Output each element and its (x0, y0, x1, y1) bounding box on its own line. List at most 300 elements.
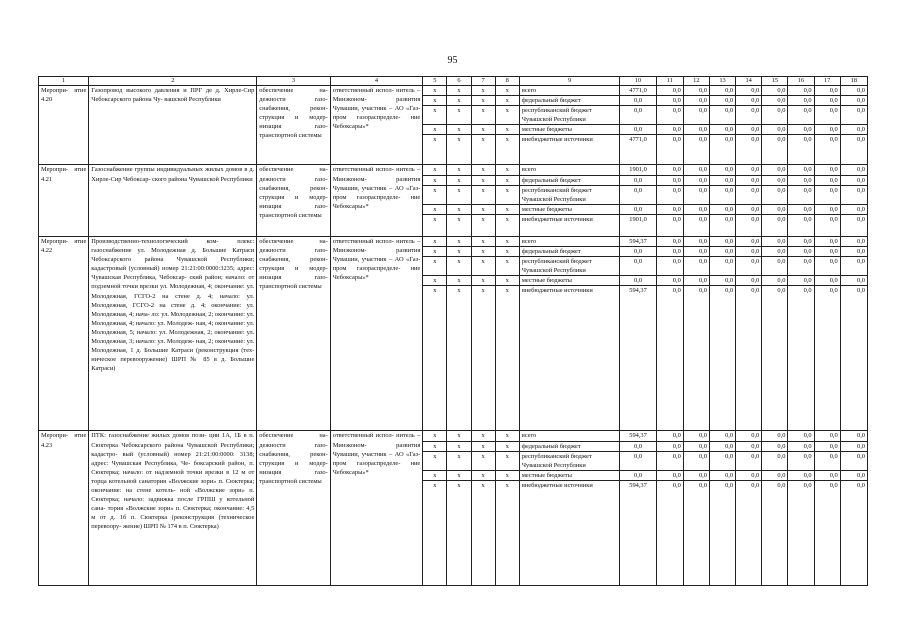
x-mark-cell: x (423, 125, 447, 135)
x-mark-cell: x (423, 204, 447, 214)
x-mark-cell: x (471, 441, 495, 451)
funding-source: внебюджетные источники (519, 135, 620, 165)
x-mark-cell: x (447, 86, 471, 96)
value-cell: 0,0 (683, 257, 709, 276)
value-cell: 0,0 (736, 276, 762, 286)
value-cell: 0,0 (683, 204, 709, 214)
value-cell: 0,0 (656, 441, 683, 451)
value-cell: 0,0 (656, 204, 683, 214)
value-cell: 0,0 (709, 86, 735, 96)
value-cell: 0,0 (762, 286, 788, 431)
value-cell: 0,0 (788, 480, 814, 585)
value-cell: 0,0 (656, 125, 683, 135)
column-number: 10 (620, 77, 656, 86)
x-mark-cell: x (447, 236, 471, 246)
x-mark-cell: x (447, 214, 471, 236)
column-number-row (39, 77, 868, 86)
measure-code: Меропри- ятие 4.23 (39, 431, 89, 585)
column-number: 17 (814, 77, 840, 86)
value-cell: 0,0 (683, 214, 709, 236)
column-number: 14 (736, 77, 762, 86)
funding-source: местные бюджеты (519, 276, 620, 286)
value-cell: 1901,0 (620, 165, 656, 175)
value-cell: 0,0 (736, 431, 762, 441)
value-cell: 0,0 (709, 175, 735, 185)
x-mark-cell: x (495, 431, 519, 441)
value-cell: 0,0 (683, 236, 709, 246)
value-cell: 0,0 (736, 125, 762, 135)
x-mark-cell: x (495, 470, 519, 480)
x-mark-cell: x (471, 86, 495, 96)
value-cell: 0,0 (656, 286, 683, 431)
funding-source: федеральный бюджет (519, 175, 620, 185)
value-cell: 0,0 (788, 451, 814, 470)
value-cell: 0,0 (620, 96, 656, 106)
column-number: 3 (257, 77, 330, 86)
value-cell: 0,0 (620, 247, 656, 257)
column-number: 2 (89, 77, 257, 86)
value-cell: 0,0 (656, 257, 683, 276)
value-cell: 0,0 (840, 125, 867, 135)
value-cell: 0,0 (814, 135, 840, 165)
column-number: 1 (39, 77, 89, 86)
value-cell: 0,0 (762, 431, 788, 441)
value-cell: 0,0 (814, 204, 840, 214)
value-cell: 0,0 (840, 86, 867, 96)
measure-executor: ответственный испол- нитель – Минэконом- развития Чувашии, участник – АО «Газ- пром газораспределе- ние Чебоксары»* (330, 165, 423, 236)
value-cell: 0,0 (840, 96, 867, 106)
value-cell: 4771,0 (620, 86, 656, 96)
x-mark-cell: x (423, 441, 447, 451)
value-cell: 0,0 (814, 257, 840, 276)
x-mark-cell: x (471, 185, 495, 204)
value-cell: 0,0 (620, 470, 656, 480)
value-cell: 0,0 (814, 125, 840, 135)
value-cell: 0,0 (762, 86, 788, 96)
value-cell: 0,0 (709, 125, 735, 135)
x-mark-cell: x (495, 286, 519, 431)
x-mark-cell: x (471, 276, 495, 286)
value-cell: 0,0 (709, 286, 735, 431)
value-cell: 0,0 (709, 185, 735, 204)
funding-source: республиканский бюджет Чувашской Республики (519, 257, 620, 276)
value-cell: 0,0 (788, 441, 814, 451)
value-cell: 0,0 (620, 106, 656, 125)
value-cell: 0,0 (620, 276, 656, 286)
value-cell: 0,0 (736, 214, 762, 236)
x-mark-cell: x (471, 286, 495, 431)
value-cell: 594,37 (620, 286, 656, 431)
column-number: 5 (423, 77, 447, 86)
funding-source: местные бюджеты (519, 204, 620, 214)
value-cell: 0,0 (788, 106, 814, 125)
value-cell: 0,0 (814, 247, 840, 257)
value-cell: 0,0 (814, 451, 840, 470)
x-mark-cell: x (447, 175, 471, 185)
value-cell: 0,0 (656, 431, 683, 441)
value-cell: 0,0 (762, 204, 788, 214)
value-cell: 0,0 (683, 470, 709, 480)
x-mark-cell: x (423, 247, 447, 257)
x-mark-cell: x (495, 204, 519, 214)
value-cell: 0,0 (840, 480, 867, 585)
value-cell: 0,0 (656, 86, 683, 96)
value-cell: 0,0 (683, 286, 709, 431)
value-cell: 0,0 (620, 175, 656, 185)
x-mark-cell: x (447, 286, 471, 431)
value-cell: 0,0 (788, 236, 814, 246)
value-cell: 0,0 (656, 185, 683, 204)
value-cell: 0,0 (814, 480, 840, 585)
measure-name: ПТК: газоснабжение жилых домов пози- ции 1А, 1Б в п. Сюктерка Чебоксарского района Чувашской Республики; кадастро- вый (условный) номер 21:21:00:0000: 3138; адрес: Чувашская Республика, Че- боксарский район, п. Сюктерка; начало: от надземной точки врезки в 12 м от торца котельной санатория «Волжские зори» п. Сюктерка; окончание: на стене котель- ной «Волжские зори» п. Сюктерка; начало: задвижка после ГРПШ у котельной сана- тория «Волжские зори» п. Сюктерка; окончание: 4,5 м от д. 1б п. Сюктерка (реконструкция (техническое перевоору- жение) ШРП № 174 в п. Сюктерка) (89, 431, 257, 585)
measure-name: Газоснабжение группы индивидуальных жилых домов в д. Хирле-Сир Чебоксар- ского района Чувашской Республики (89, 165, 257, 236)
value-cell: 0,0 (709, 236, 735, 246)
x-mark-cell: x (471, 135, 495, 165)
value-cell: 0,0 (709, 441, 735, 451)
x-mark-cell: x (423, 106, 447, 125)
value-cell: 4771,0 (620, 135, 656, 165)
x-mark-cell: x (495, 185, 519, 204)
value-cell: 0,0 (683, 86, 709, 96)
x-mark-cell: x (495, 96, 519, 106)
value-cell: 0,0 (620, 204, 656, 214)
x-mark-cell: x (471, 480, 495, 585)
x-mark-cell: x (471, 125, 495, 135)
x-mark-cell: x (471, 204, 495, 214)
value-cell: 0,0 (683, 135, 709, 165)
value-cell: 0,0 (788, 257, 814, 276)
column-number: 9 (519, 77, 620, 86)
value-cell: 0,0 (840, 441, 867, 451)
value-cell: 0,0 (683, 441, 709, 451)
column-number: 13 (709, 77, 735, 86)
x-mark-cell: x (471, 247, 495, 257)
x-mark-cell: x (447, 276, 471, 286)
x-mark-cell: x (495, 125, 519, 135)
value-cell: 0,0 (620, 441, 656, 451)
x-mark-cell: x (447, 185, 471, 204)
value-cell: 0,0 (814, 185, 840, 204)
value-cell: 594,37 (620, 480, 656, 585)
value-cell: 0,0 (762, 106, 788, 125)
x-mark-cell: x (495, 247, 519, 257)
value-cell: 0,0 (840, 185, 867, 204)
value-cell: 0,0 (683, 185, 709, 204)
value-cell: 0,0 (762, 236, 788, 246)
value-cell: 0,0 (814, 286, 840, 431)
value-cell: 0,0 (814, 96, 840, 106)
x-mark-cell: x (423, 276, 447, 286)
value-cell: 0,0 (656, 480, 683, 585)
funding-source: федеральный бюджет (519, 441, 620, 451)
value-cell: 0,0 (762, 96, 788, 106)
value-cell: 0,0 (736, 175, 762, 185)
value-cell: 0,0 (762, 441, 788, 451)
value-cell: 0,0 (736, 247, 762, 257)
x-mark-cell: x (471, 451, 495, 470)
column-number: 12 (683, 77, 709, 86)
value-cell: 0,0 (762, 135, 788, 165)
value-cell: 0,0 (840, 451, 867, 470)
value-cell: 0,0 (840, 286, 867, 431)
x-mark-cell: x (447, 96, 471, 106)
column-number: 11 (656, 77, 683, 86)
value-cell: 0,0 (709, 276, 735, 286)
value-cell: 0,0 (620, 257, 656, 276)
x-mark-cell: x (447, 451, 471, 470)
funding-source: внебюджетные источники (519, 214, 620, 236)
value-cell: 0,0 (762, 276, 788, 286)
x-mark-cell: x (423, 214, 447, 236)
funding-source: федеральный бюджет (519, 96, 620, 106)
value-cell: 0,0 (840, 175, 867, 185)
column-number: 7 (471, 77, 495, 86)
value-cell: 0,0 (709, 204, 735, 214)
table-row (39, 431, 868, 441)
value-cell: 0,0 (788, 214, 814, 236)
value-cell: 0,0 (762, 480, 788, 585)
measure-task: обеспечение на- дежности газо- снабжения, рекон- струкция и модер- низация газо- транспортной системы (257, 236, 330, 430)
x-mark-cell: x (423, 175, 447, 185)
value-cell: 0,0 (620, 185, 656, 204)
value-cell: 0,0 (840, 257, 867, 276)
column-number: 15 (762, 77, 788, 86)
value-cell: 0,0 (736, 286, 762, 431)
value-cell: 0,0 (736, 236, 762, 246)
value-cell: 0,0 (762, 470, 788, 480)
x-mark-cell: x (447, 441, 471, 451)
value-cell: 0,0 (656, 106, 683, 125)
value-cell: 0,0 (788, 165, 814, 175)
value-cell: 0,0 (683, 480, 709, 585)
value-cell: 0,0 (840, 470, 867, 480)
value-cell: 0,0 (788, 247, 814, 257)
measure-name: Производственно-технологический ком- плекс: газоснабжение ул. Молодежная д. Большие Катраси Чебоксарского района Чувашской Республики; кадастровый (условный) номер 21:21:00:0000:3235; адрес: Чувашская Республика, Чебоксар- ский район; начало: от подземной точки врезки ул. Молодежная, 4; окончание: ул. Молодежная, ГСГО-2 на стене д. 4; начало: ул. Молодежная, ГСГО-2 на стене д. 4; окончание: ул. Молодежная, 4; нача- ло: ул. Молодежная, 2; окончание: ул. Молодежная, 4; начало: ул. Молодеж- ная, 4; окончание: ул. Молодежная, 5; начало: ул. Молодежная, 2; окончание: ул. Молодежная, 3; начало: ул. Молодеж- ная, 2; окончание: ул. Молодежная, 1 д. Большие Катраси (реконструкция (тех- ническое перевооружение) ШРП № 85 в д. Большие Катраси) (89, 236, 257, 430)
value-cell: 0,0 (656, 276, 683, 286)
column-number: 4 (330, 77, 423, 86)
value-cell: 0,0 (656, 451, 683, 470)
value-cell: 0,0 (788, 96, 814, 106)
program-table (38, 76, 868, 586)
x-mark-cell: x (471, 106, 495, 125)
page-number: 95 (447, 55, 458, 66)
measure-task: обеспечение на- дежности газо- снабжения, рекон- струкция и модер- низация газо- транспортной системы (257, 86, 330, 165)
x-mark-cell: x (423, 96, 447, 106)
measure-executor: ответственный испол- нитель – Минэконом- развития Чувашии, участник – АО «Газ- пром газораспределе- ние Чебоксары»* (330, 431, 423, 585)
x-mark-cell: x (471, 175, 495, 185)
value-cell: 594,37 (620, 236, 656, 246)
x-mark-cell: x (423, 480, 447, 585)
x-mark-cell: x (423, 185, 447, 204)
value-cell: 0,0 (762, 451, 788, 470)
value-cell: 0,0 (736, 451, 762, 470)
value-cell: 0,0 (709, 470, 735, 480)
funding-source: местные бюджеты (519, 125, 620, 135)
value-cell: 0,0 (840, 135, 867, 165)
value-cell: 0,0 (814, 441, 840, 451)
value-cell: 0,0 (683, 451, 709, 470)
table-row (39, 165, 868, 175)
x-mark-cell: x (423, 470, 447, 480)
value-cell: 0,0 (788, 86, 814, 96)
funding-source: всего (519, 431, 620, 441)
value-cell: 0,0 (683, 125, 709, 135)
x-mark-cell: x (447, 431, 471, 441)
value-cell: 0,0 (840, 204, 867, 214)
value-cell: 0,0 (840, 236, 867, 246)
value-cell: 0,0 (709, 431, 735, 441)
x-mark-cell: x (447, 470, 471, 480)
value-cell: 0,0 (788, 185, 814, 204)
value-cell: 0,0 (840, 247, 867, 257)
x-mark-cell: x (447, 247, 471, 257)
x-mark-cell: x (423, 286, 447, 431)
x-mark-cell: x (423, 165, 447, 175)
value-cell: 0,0 (840, 431, 867, 441)
funding-source: всего (519, 236, 620, 246)
value-cell: 0,0 (656, 236, 683, 246)
value-cell: 0,0 (656, 175, 683, 185)
measure-executor: ответственный испол- нитель – Минэконом- развития Чувашии, участник – АО «Газ- пром газораспределе- ние Чебоксары»* (330, 236, 423, 430)
value-cell: 0,0 (788, 204, 814, 214)
value-cell: 0,0 (762, 125, 788, 135)
x-mark-cell: x (495, 236, 519, 246)
funding-source: внебюджетные источники (519, 480, 620, 585)
measure-code: Меропри- ятие 4.20 (39, 86, 89, 165)
x-mark-cell: x (423, 135, 447, 165)
value-cell: 0,0 (840, 214, 867, 236)
x-mark-cell: x (495, 135, 519, 165)
value-cell: 0,0 (709, 214, 735, 236)
value-cell: 0,0 (736, 441, 762, 451)
value-cell: 0,0 (736, 135, 762, 165)
value-cell: 0,0 (709, 247, 735, 257)
value-cell: 0,0 (788, 431, 814, 441)
x-mark-cell: x (447, 125, 471, 135)
value-cell: 0,0 (762, 185, 788, 204)
value-cell: 0,0 (840, 276, 867, 286)
funding-source: республиканский бюджет Чувашской Республики (519, 451, 620, 470)
value-cell: 0,0 (814, 431, 840, 441)
x-mark-cell: x (495, 106, 519, 125)
column-number: 8 (495, 77, 519, 86)
value-cell: 0,0 (814, 106, 840, 125)
value-cell: 0,0 (814, 175, 840, 185)
value-cell: 0,0 (814, 86, 840, 96)
value-cell: 0,0 (709, 257, 735, 276)
measure-code: Меропри- ятие 4.22 (39, 236, 89, 430)
x-mark-cell: x (447, 165, 471, 175)
value-cell: 0,0 (788, 286, 814, 431)
x-mark-cell: x (423, 86, 447, 96)
value-cell: 0,0 (709, 106, 735, 125)
funding-source: всего (519, 165, 620, 175)
value-cell: 0,0 (736, 257, 762, 276)
measure-name: Газопровод высокого давления и ПРГ де д. Хирле-Сир Чебоксарского района Чу- вашской Республики (89, 86, 257, 165)
value-cell: 0,0 (709, 480, 735, 585)
value-cell: 0,0 (620, 451, 656, 470)
column-number: 6 (447, 77, 471, 86)
x-mark-cell: x (495, 86, 519, 96)
value-cell: 0,0 (736, 106, 762, 125)
value-cell: 0,0 (762, 214, 788, 236)
value-cell: 0,0 (814, 236, 840, 246)
value-cell: 0,0 (683, 96, 709, 106)
x-mark-cell: x (471, 165, 495, 175)
value-cell: 0,0 (788, 470, 814, 480)
value-cell: 0,0 (656, 470, 683, 480)
x-mark-cell: x (495, 214, 519, 236)
value-cell: 0,0 (762, 165, 788, 175)
value-cell: 0,0 (788, 276, 814, 286)
column-number: 18 (840, 77, 867, 86)
funding-source: республиканский бюджет Чувашской Республики (519, 106, 620, 125)
value-cell: 0,0 (736, 86, 762, 96)
x-mark-cell: x (471, 431, 495, 441)
x-mark-cell: x (495, 165, 519, 175)
x-mark-cell: x (447, 480, 471, 585)
x-mark-cell: x (447, 204, 471, 214)
value-cell: 0,0 (683, 247, 709, 257)
value-cell: 0,0 (762, 257, 788, 276)
x-mark-cell: x (471, 470, 495, 480)
measure-executor: ответственный испол- нитель – Минэконом- развития Чувашии, участник – АО «Газ- пром газораспределе- ние Чебоксары»* (330, 86, 423, 165)
value-cell: 0,0 (840, 106, 867, 125)
x-mark-cell: x (471, 236, 495, 246)
x-mark-cell: x (423, 236, 447, 246)
value-cell: 0,0 (814, 214, 840, 236)
x-mark-cell: x (495, 175, 519, 185)
measure-code: Меропри- ятие 4.21 (39, 165, 89, 236)
value-cell: 0,0 (656, 165, 683, 175)
table-row (39, 236, 868, 246)
value-cell: 0,0 (709, 135, 735, 165)
x-mark-cell: x (495, 276, 519, 286)
x-mark-cell: x (495, 451, 519, 470)
x-mark-cell: x (495, 480, 519, 585)
value-cell: 0,0 (656, 96, 683, 106)
value-cell: 0,0 (762, 247, 788, 257)
value-cell: 0,0 (683, 276, 709, 286)
value-cell: 0,0 (709, 96, 735, 106)
value-cell: 0,0 (736, 185, 762, 204)
value-cell: 0,0 (709, 451, 735, 470)
value-cell: 0,0 (814, 165, 840, 175)
value-cell: 0,0 (656, 247, 683, 257)
value-cell: 0,0 (736, 165, 762, 175)
x-mark-cell: x (423, 451, 447, 470)
value-cell: 0,0 (736, 204, 762, 214)
value-cell: 0,0 (814, 470, 840, 480)
value-cell: 0,0 (788, 175, 814, 185)
funding-source: внебюджетные источники (519, 286, 620, 431)
value-cell: 0,0 (736, 96, 762, 106)
x-mark-cell: x (471, 214, 495, 236)
x-mark-cell: x (423, 257, 447, 276)
value-cell: 0,0 (788, 125, 814, 135)
x-mark-cell: x (447, 106, 471, 125)
x-mark-cell: x (495, 441, 519, 451)
value-cell: 0,0 (762, 175, 788, 185)
value-cell: 0,0 (683, 165, 709, 175)
value-cell: 0,0 (814, 276, 840, 286)
value-cell: 0,0 (656, 135, 683, 165)
value-cell: 0,0 (709, 165, 735, 175)
funding-source: всего (519, 86, 620, 96)
value-cell: 0,0 (736, 480, 762, 585)
value-cell: 0,0 (788, 135, 814, 165)
value-cell: 594,37 (620, 431, 656, 441)
